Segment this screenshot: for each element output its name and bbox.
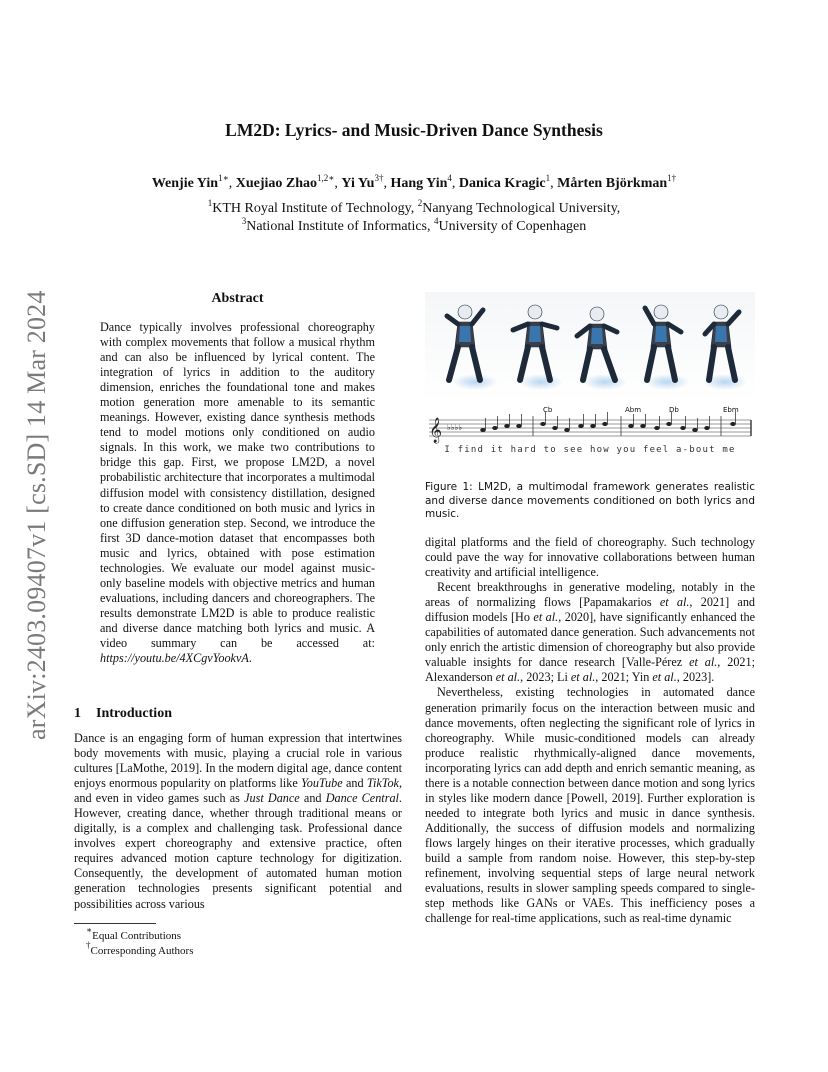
video-summary-link[interactable]: https://youtu.be/4XCgvYookvA (100, 651, 249, 666)
author-affil-mark: 1,2∗ (317, 173, 335, 183)
section-heading-introduction (74, 706, 172, 722)
text: , 2020], have significantly enhanced the capabilities of automated dance generation. Such advancements not only enrich the artistic dimension of choreography but also provide valuable insights for dance research [Valle-Pérez (425, 610, 755, 670)
text: , 2021; Yin (595, 670, 653, 685)
text: Dance is an engaging form of human expression that intertwines body movements with music, playing a crucial role in various cultures [LaMothe, 2019]. In the modern digital age, dance content enjoys enormous popularity on platforms like (74, 731, 402, 791)
game-name: Dance Central (325, 791, 399, 806)
platform-name: TikTok (366, 776, 399, 791)
affil-mark: 1 (207, 198, 213, 208)
affiliation: National Institute of Informatics, (246, 219, 435, 234)
citation-etal: et al. (652, 670, 677, 685)
text: , 2023; Li (520, 670, 571, 685)
figure-caption: Figure 1: LM2D, a multimodal framework generates realistic and diverse dance movements conditioned on both lyrics and music. (425, 481, 755, 520)
citation-etal: et al. (689, 655, 718, 670)
author-name: Danica Kragic (458, 176, 546, 191)
abstract-text: Dance typically involves professional choreography with complex movements that follow a musical rhythm and can also be influenced by lyrical content. The integration of lyrics in addition to the auditory dimension, enriches the foundational tone and makes motion generation more amenable to its semantic meanings. However, existing dance synthesis methods tend to model motions only conditioned on audio signals. In this work, we make two contributions to bridge this gap. First, we propose LM2D, a novel probabilistic architecture that incorporates a multimodal diffusion model with consistency distillation, designed to create dance conditioned on both music and lyrics in one diffusion generation step. Second, we introduce the first 3D dance-motion dataset that encompasses both music and lyrics, obtained with pose estimation technologies. We evaluate our model against music-only baseline models with objective metrics and human evaluations, including dancers and choreographers. The results demonstrate LM2D is able to produce realistic and diverse dance matching both lyrics and music. A video summary can be accessed at: (100, 320, 375, 650)
chord-label: Ebm (723, 406, 739, 414)
section-number: 1 (74, 706, 81, 721)
treble-clef-icon: 𝄞 (429, 418, 443, 443)
affiliation: Nanyang Technological University, (422, 201, 621, 216)
abstract-end: . (248, 651, 252, 666)
abstract-heading: Abstract (211, 291, 264, 306)
section-title: Introduction (96, 706, 172, 721)
intro-paragraph-1-continued: digital platforms and the field of choreography. Such technology could pave the way for innovative collaborations between human creativity and artificial intelligence. (425, 535, 755, 580)
text: . However, creating dance, whether through traditional means or digitally, is a complex and challenging task. Professional dance involves expert choreography and extensive practice, often requires advanced motion capture technology for digitization. Consequently, the development of automated human motion generation technologies presents significant potential and possibilities across various (74, 791, 402, 911)
music-staff (429, 420, 751, 436)
text: and (342, 776, 367, 791)
figure-1 (425, 292, 755, 469)
arxiv-identifier: arXiv:2403.09407v1 [cs.SD] 14 Mar 2024 (22, 290, 51, 740)
footnote-text: Corresponding Authors (90, 945, 194, 957)
platform-name: YouTube (301, 776, 343, 791)
author-affil-mark: 1 (545, 173, 551, 183)
text: and (299, 791, 326, 806)
author-name: Xuejiao Zhao (235, 176, 317, 191)
author-affil-mark: 4 (447, 173, 452, 183)
citation-etal: et al. (570, 670, 596, 685)
chord-label: Cb (543, 406, 553, 414)
abstract-body (100, 320, 375, 666)
paper-title: LM2D: Lyrics- and Music-Driven Dance Synthesis (225, 120, 603, 140)
intro-paragraph-1 (74, 731, 402, 912)
dance-figure-illustration (425, 292, 755, 469)
affil-mark: 4 (434, 216, 439, 226)
author-list: Wenjie Yin$^{1∗}$, Xuejiao Zhao$^{1,2∗}$, Yi $Yu^{3\dagger}$, Hang Yin$^4$, Danica Kragic$^1$, Mårten Björkman$^{1\dagger}$ (151, 173, 677, 191)
citation-etal: et al. (659, 595, 690, 610)
affiliation: University of Copenhagen (438, 219, 587, 234)
author-affil-mark: 3† (374, 173, 384, 183)
footnote-mark: ∗ (86, 925, 93, 935)
text: Recent breakthroughs in generative modeling, notably in the areas of normalizing flows [Papamakarios (425, 580, 755, 610)
text: , 2021; Alexanderson (425, 655, 756, 685)
citation-etal: et al. (495, 670, 521, 685)
chord-label: Abm (625, 406, 642, 414)
intro-paragraph-3: Nevertheless, existing technologies in automated dance generation primarily focus on the interaction between music and dance movements, often neglecting the significant role of lyrics in choreography. While music-conditioned models can already produce realistic rhythmically-aligned dance movements, incorporating lyrics can add depth and enrich semantic meaning, as there is a notable connection between dance motion and song lyrics in styles like modern dance [Powell, 2019]. Further exploration is needed to integrate both lyrics and music in dance synthesis. Additionally, the success of diffusion models and normalizing flows largely hinges on their iterative processes, which gradually build a sample from random noise. However, this step-by-step refinement, involving sequential steps of large neural network evaluations, results in slower sampling speeds compared to single-step methods like GANs or VAEs. This inefficiency poses a challenge for real-time applications, such as real-time dynamic (425, 685, 755, 926)
text: , 2021] and diffusion models [Ho (425, 595, 756, 625)
affiliation: KTH Royal Institute of Technology, (212, 201, 418, 216)
author-name: Hang Yin (390, 176, 448, 191)
svg-text:♭♭♭♭: ♭♭♭♭ (447, 423, 463, 432)
right-column-text (425, 535, 755, 926)
figure-lyrics: I find it hard to see how you feel a-bout me (444, 445, 736, 455)
author-name: Mårten Björkman (557, 176, 668, 191)
author-affil-mark: 1† (667, 173, 677, 183)
intro-paragraph-2 (425, 580, 755, 685)
author-name: Yi Yu (341, 176, 375, 191)
author-affil-mark: 1∗ (218, 173, 229, 183)
affil-mark: 2 (417, 198, 423, 208)
affiliation-line-2 (0, 216, 828, 235)
footnote-corresponding (86, 940, 193, 957)
game-name: Just Dance (244, 791, 300, 806)
footnote-text: Equal Contributions (92, 930, 182, 942)
text: , and even in video games such as (74, 776, 402, 806)
text: , 2023]. (676, 670, 715, 685)
affiliation-line-1 (0, 198, 828, 217)
footnote-mark: † (86, 940, 91, 950)
author-name: Wenjie Yin (151, 176, 219, 191)
citation-etal: et al. (533, 610, 559, 625)
footnote-rule (74, 923, 156, 924)
chord-label: Db (669, 406, 679, 414)
affil-mark: 3 (241, 216, 247, 226)
